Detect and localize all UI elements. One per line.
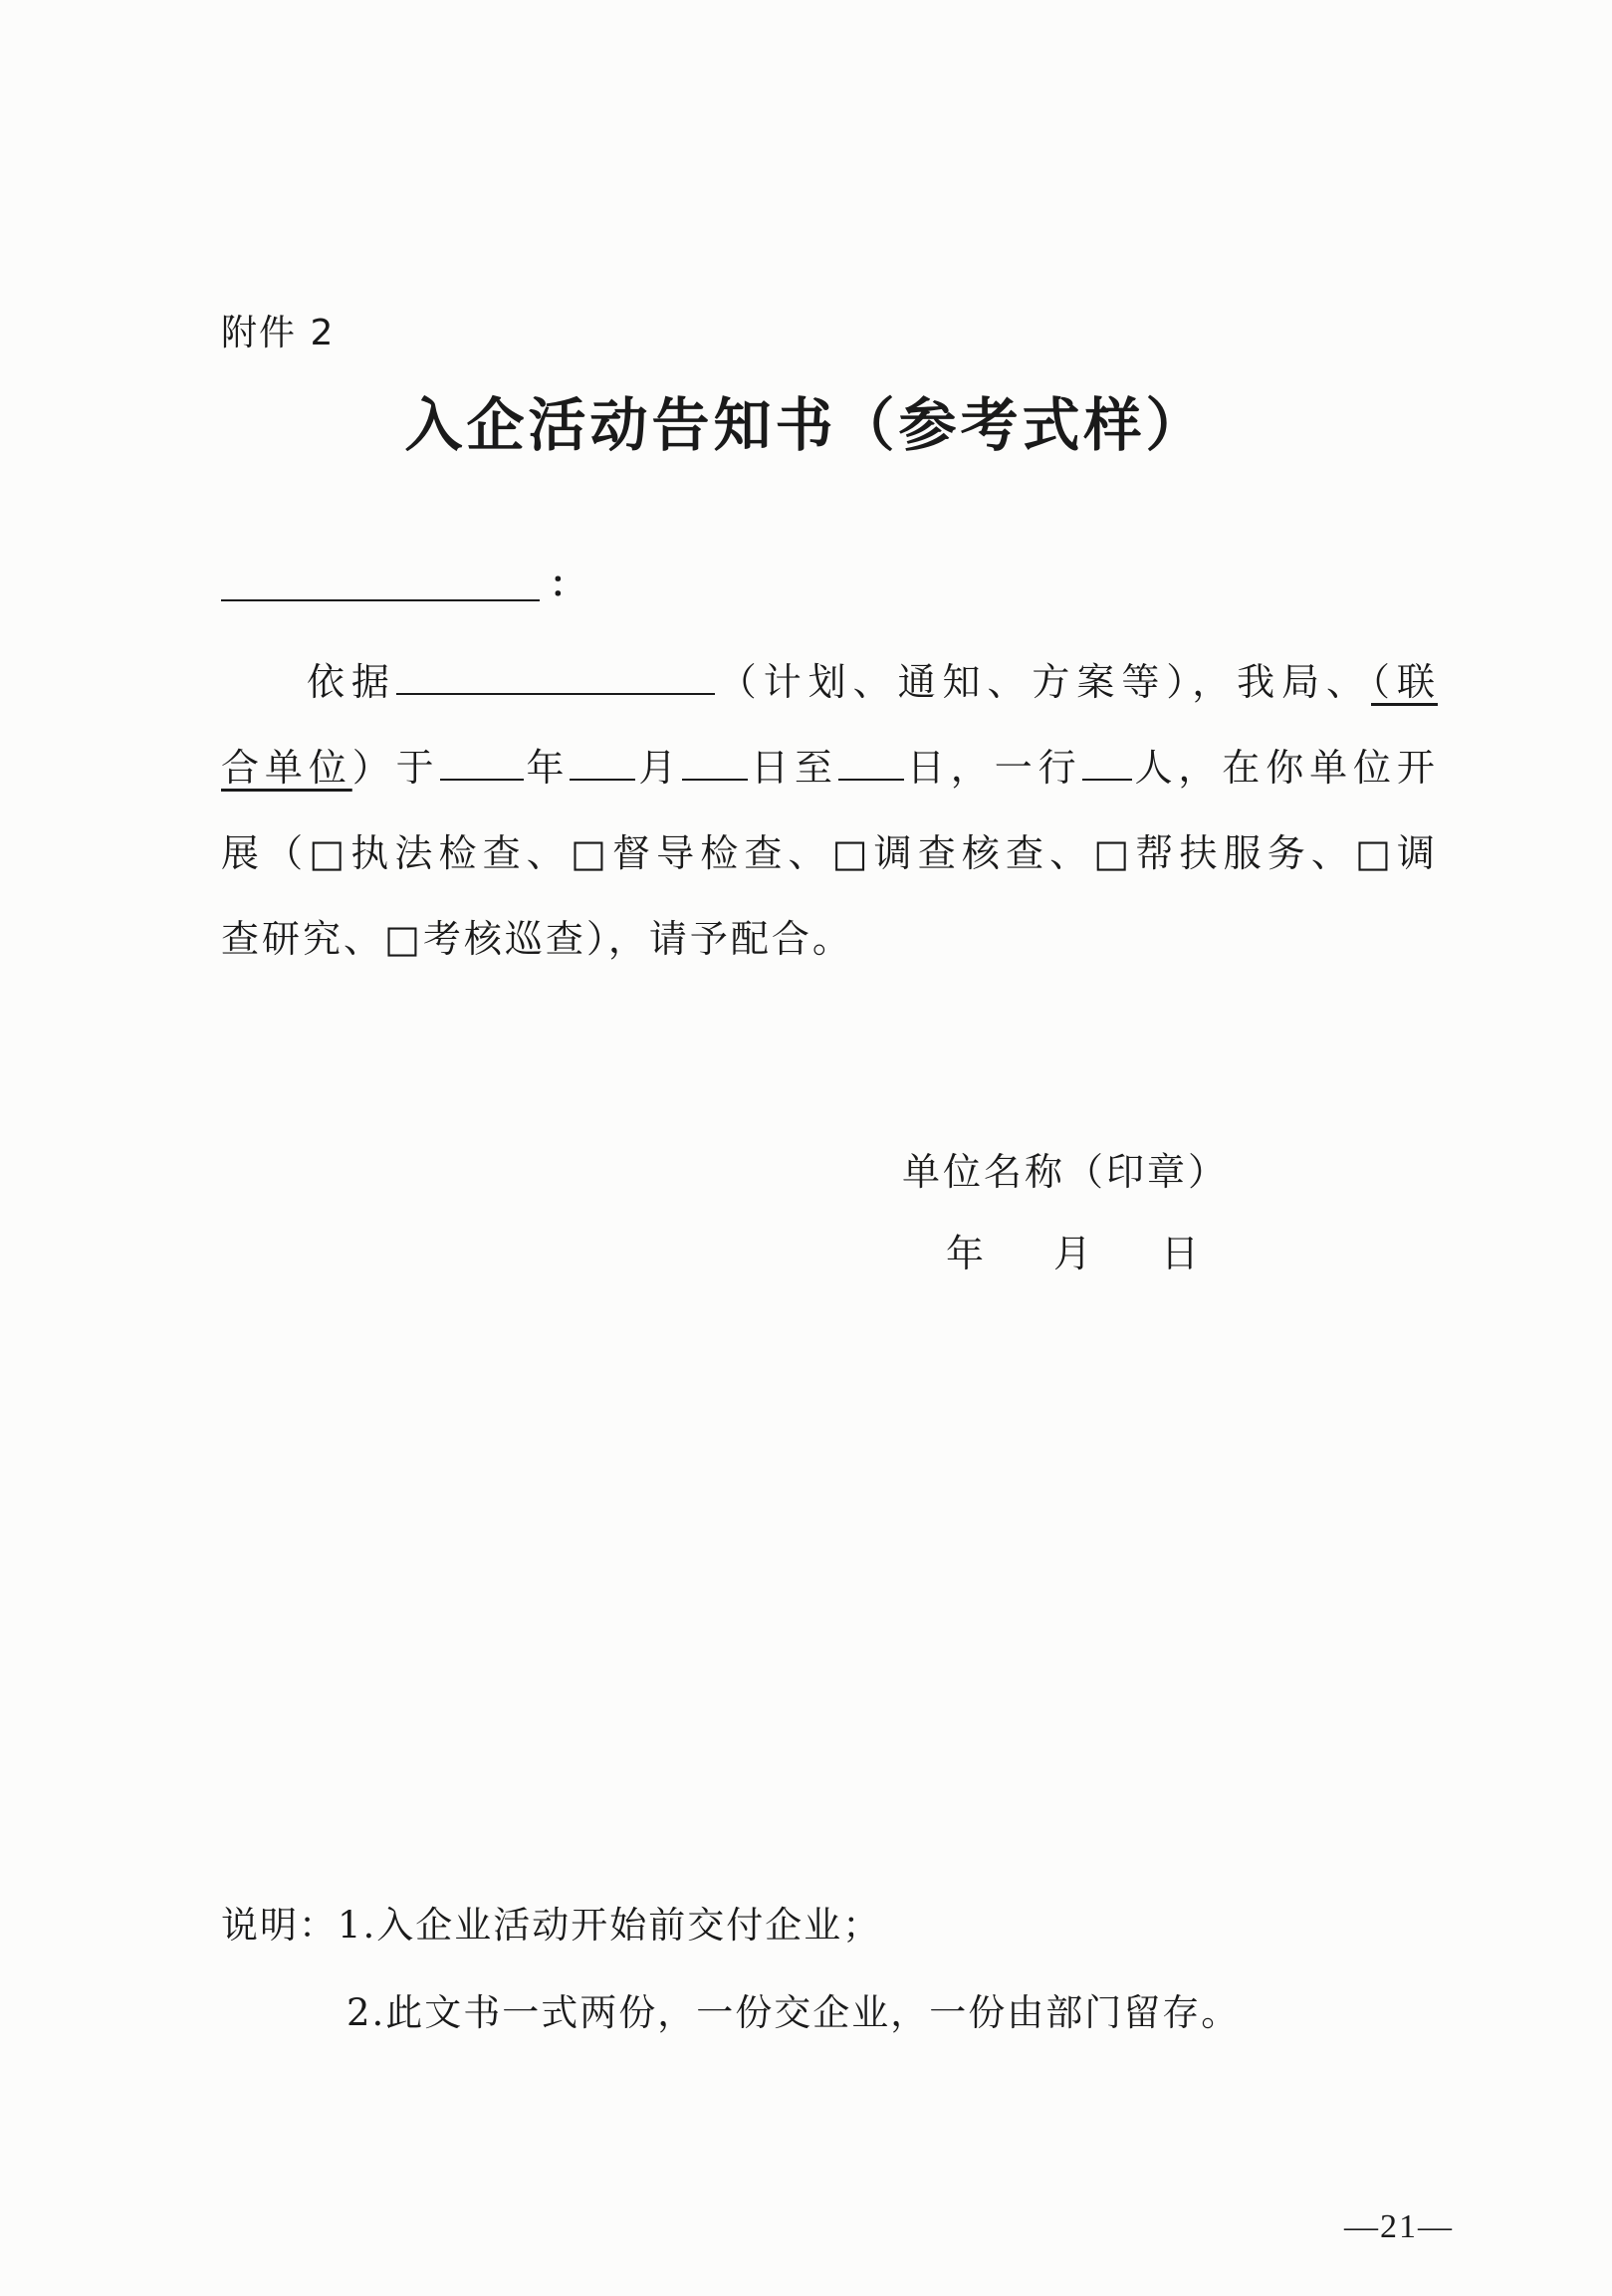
option-label: 调 xyxy=(1396,831,1438,875)
page-number: —21— xyxy=(1344,2208,1454,2245)
body-text: 月 xyxy=(635,746,683,790)
body-line-4 xyxy=(221,896,1438,982)
body-text: （计划、通知、方案等），我局、 xyxy=(714,660,1372,704)
checkbox-icon: □ xyxy=(309,831,351,875)
body-text: 年 xyxy=(523,746,571,790)
option-label: 考核巡查），请予配合。 xyxy=(422,917,853,961)
addressee-colon: ： xyxy=(550,564,586,605)
body-text: 展（ xyxy=(221,831,310,875)
people-count-blank xyxy=(1082,743,1132,781)
date-year: 年 xyxy=(946,1232,985,1275)
checkbox-icon: □ xyxy=(384,917,423,961)
note-line-2: 2.此文书一式两份，一份交企业，一份由部门留存。 xyxy=(346,1991,1241,2034)
option-label: 督导检查、 xyxy=(611,831,832,875)
body-text: 依据 xyxy=(303,660,396,704)
body-line-1 xyxy=(221,639,1438,725)
checkbox-icon: □ xyxy=(831,831,874,875)
checkbox-icon: □ xyxy=(570,831,612,875)
notes-section xyxy=(221,1882,1240,2057)
checkbox-icon: □ xyxy=(1354,831,1397,875)
body-text: 日，一行 xyxy=(903,746,1082,790)
option-label: 帮扶服务、 xyxy=(1135,831,1355,875)
date-month: 月 xyxy=(1053,1232,1092,1275)
attachment-label: 附件 2 xyxy=(221,313,336,353)
note-line-1: 说明：1.入企业活动开始前交付企业； xyxy=(221,1904,882,1947)
body-text: 人，在你单位开 xyxy=(1131,746,1438,790)
signature-date xyxy=(946,1223,1268,1277)
body-line-3 xyxy=(221,810,1438,896)
body-text: ）于 xyxy=(351,746,440,790)
date-day: 日 xyxy=(1161,1232,1200,1275)
joint-unit-text: 合单位 xyxy=(221,746,352,790)
addressee-line xyxy=(221,558,586,607)
year-blank xyxy=(440,743,524,781)
day-blank xyxy=(682,743,748,781)
page-title: 入企活动告知书（参考式样） xyxy=(404,391,1208,459)
basis-blank xyxy=(396,657,715,695)
end-day-blank xyxy=(838,743,904,781)
body-line-2 xyxy=(221,725,1438,810)
addressee-blank xyxy=(221,599,540,601)
body-text: 日至 xyxy=(748,746,838,790)
checkbox-icon: □ xyxy=(1093,831,1136,875)
option-label: 调查核查、 xyxy=(873,831,1094,875)
notice-body xyxy=(221,639,1438,982)
month-blank xyxy=(570,743,635,781)
joint-unit-text: （联 xyxy=(1371,660,1438,704)
option-label: 执法检查、 xyxy=(350,831,571,875)
option-label: 查研究、 xyxy=(221,917,385,961)
signature-unit: 单位名称（印章） xyxy=(902,1150,1230,1194)
